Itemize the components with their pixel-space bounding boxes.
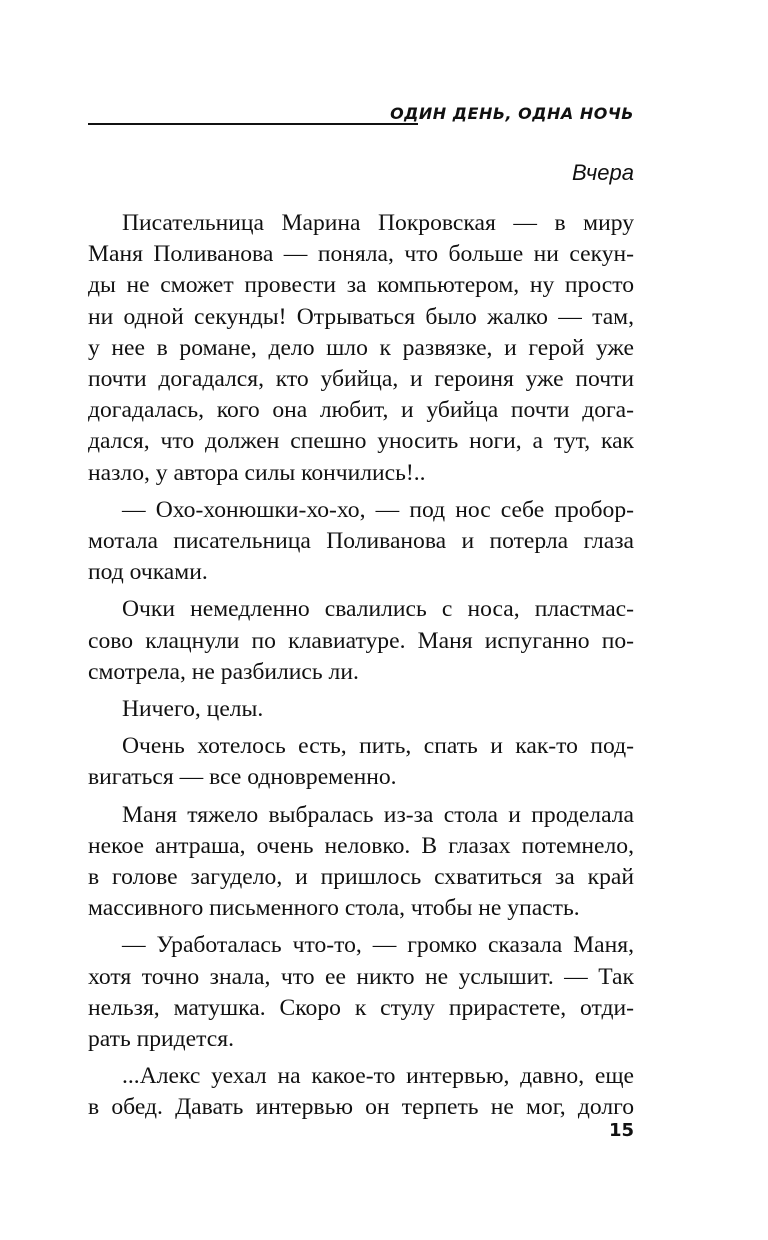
paragraph [88, 930, 634, 1055]
text-line: у нее в романе, дело шло к развязке, и герой уже [88, 334, 634, 361]
text-line: почти догадался, кто убийца, и героиня уже почти [88, 366, 634, 393]
running-head [88, 104, 634, 128]
text-line: Маня Поливанова — поняла, что больше ни секун- [88, 241, 634, 268]
text-line: некое антраша, очень неловко. В глазах потемнело, [88, 832, 634, 859]
text-line: смотрела, не разбились ли. [88, 658, 359, 685]
text-line: массивного письменного стола, чтобы не упасть. [88, 895, 580, 922]
paragraph [88, 800, 634, 925]
text-line: Очень хотелось есть, пить, спать и как-то под- [122, 733, 634, 760]
paragraph [88, 694, 634, 725]
header-rule [88, 123, 418, 125]
text-line: вигаться — все одновременно. [88, 764, 397, 791]
text-line: хотя точно знала, что ее никто не услышит. — Так [88, 963, 634, 990]
text-line: — Уработалась что-то, — громко сказала Маня, [122, 932, 634, 959]
page-number: 15 [608, 1120, 634, 1141]
text-line: Писательница Марина Покровская — в миру [122, 210, 634, 236]
paragraph [88, 594, 634, 688]
text-line: мотала писательница Поливанова и потерла глаза [88, 528, 634, 555]
text-line: под очками. [88, 559, 208, 586]
running-head-title: ОДИН ДЕНЬ, ОДНА НОЧЬ [390, 104, 634, 123]
paragraph [88, 495, 634, 589]
body-text [88, 208, 634, 1130]
paragraph [88, 1061, 634, 1123]
chapter-title: Вчера [571, 160, 634, 185]
text-line: назло, у автора силы кончились!.. [88, 459, 426, 486]
text-line: — Охо-хонюшки-хо-хо, — под нос себе пробор- [122, 496, 634, 523]
text-line: Маня тяжело выбралась из-за стола и проделала [122, 801, 634, 828]
text-line: ни одной секунды! Отрываться было жалко — там, [88, 303, 634, 330]
text-line: ...Алекс уехал на какое-то интервью, давно, еще [122, 1063, 634, 1090]
text-line: в обед. Давать интервью он терпеть не мог, долго [88, 1094, 634, 1121]
text-line: дался, что должен спешно уносить ноги, а тут, как [88, 428, 634, 455]
text-line: сово клацнули по клавиатуре. Маня испуганно по- [88, 627, 634, 654]
text-line: ды не сможет провести за компьютером, ну просто [88, 272, 634, 299]
paragraph [88, 208, 634, 489]
text-line: Очки немедленно свалились с носа, пластмас- [122, 596, 634, 623]
text-line: Ничего, целы. [122, 696, 264, 723]
text-line: рать придется. [88, 1026, 234, 1053]
text-line: в голове загудело, и пришлось схватиться за край [88, 864, 634, 891]
paragraph [88, 731, 634, 793]
text-line: догадалась, кого она любит, и убийца почти дога- [88, 397, 634, 424]
text-line: нельзя, матушка. Скоро к стулу прирастете, отди- [88, 994, 634, 1021]
